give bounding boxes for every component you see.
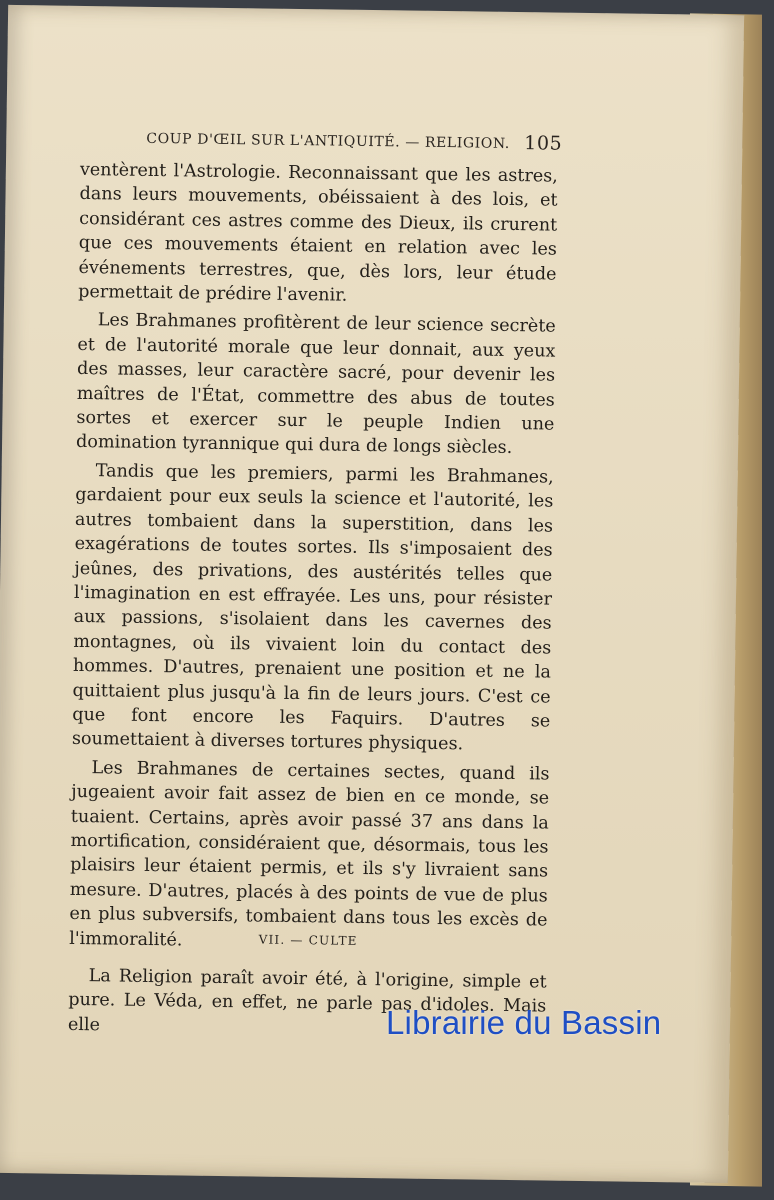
paragraph-3: Tandis que les premiers, parmi les Brahmanes, gardaient pour eux seuls la science et l'autorité, les autres tombaient dans la superstition, dans les exagérations de toutes sortes. Ils s'imposaient des jeûnes, des privations, des austérités telles que l'imagination en est effrayée. Les uns, pour résister aux passions, s'isolaient dans les cavernes des montagnes, où ils vivaient loin du contact des hommes. D'autres, prenaient une position et ne la quittaient plus jusqu'à la fin de leurs jours. C'est ce que font encore les Faquirs. D'autres se soumettaient à diverses tortures physiques. [71,461,554,755]
paragraph-1: ventèrent l'Astrologie. Reconnaissant que les astres, dans leurs mouvements, obéissaient à des lois, et considérant ces astres comme des Dieux, ils crurent que ces mouvements étaient en relation avec les événements terrestres, que, dès lors, leur étude permettait de prédire l'avenir. [78,159,558,306]
running-head [146,127,562,161]
watermark-text: Librairie du Bassin [386,1004,662,1041]
section-heading: VII. — CULTE [258,932,358,948]
paragraph-2: Les Brahmanes profitèrent de leur science secrète et de l'autorité morale que leur donnait, aux yeux des masses, leur caractère sacré, pour devenir les maîtres de l'État, commettre des abus de toutes sortes et exercer sur le peuple Indien une domination tyrannique qui dura de longs siècles. [75,310,556,459]
page-number: 105 [524,132,563,155]
body-text [69,158,558,958]
section-paragraph: La Religion paraît avoir été, à l'origine, simple et pure. Le Véda, en effet, ne parle pas d'idoles. Mais elle [67,966,547,1036]
running-head-title: COUP D'ŒIL SUR L'ANTIQUITÉ. — RELIGION. [146,130,511,152]
paragraph-4: Les Brahmanes de certaines sectes, quand ils jugeaient avoir fait assez de bien en ce monde, se tuaient. Certains, après avoir passé 37 ans dans la mortification, considéraient que, désormais, tous les plaisirs leur étaient permis, et ils s'y livraient sans mesure. D'autres, placés à des points de vue de plus en plus subversifs, tombaient dans tous les excès de l'immoralité. [69,757,550,951]
